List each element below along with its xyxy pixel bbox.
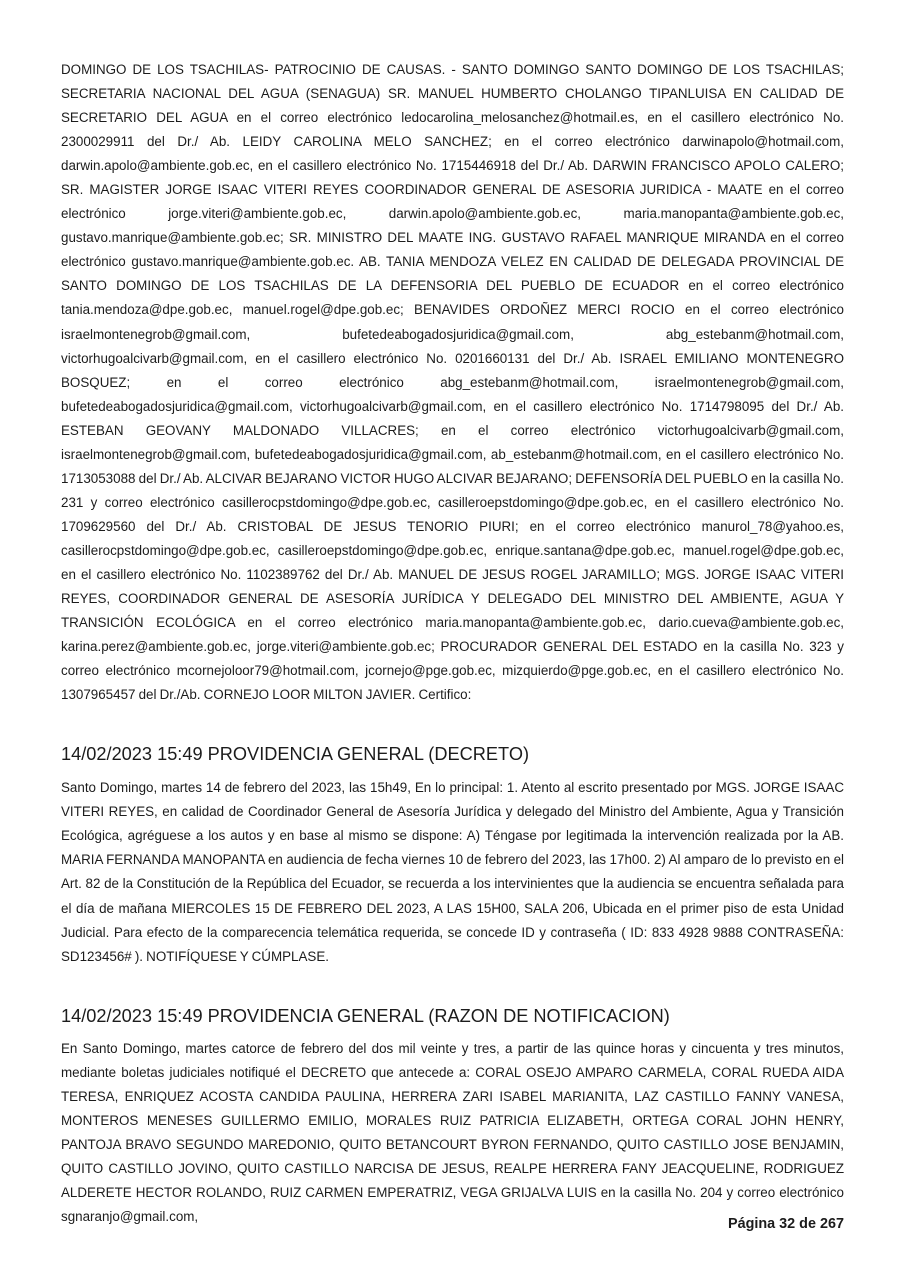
page-number: Página 32 de 267 xyxy=(728,1216,844,1232)
notification-reason-heading: 14/02/2023 15:49 PROVIDENCIA GENERAL (RAZON DE NOTIFICACION) xyxy=(61,1005,670,1026)
notification-reason-paragraph: En Santo Domingo, martes catorce de febrero del dos mil veinte y tres, a partir de las quince horas y cincuenta y tres minutos, mediante boletas judiciales notifiqué el DECRETO que antecede a: CORAL OSEJO AMPARO CARMELA, CORAL RUEDA AIDA TERESA, ENRIQUEZ ACOSTA CANDIDA PAULINA, HERRERA ZARI ISABEL MARIANITA, LAZ CASTILLO FANNY VANESA, MONTEROS MENESES GUILLERMO EMILIO, MORALES RUIZ PATRICIA ELIZABETH, ORTEGA CORAL JOHN HENRY, PANTOJA BRAVO SEGUNDO MAREDONIO, QUITO BETANCOURT BYRON FERNANDO, QUITO CASTILLO JOSE BENJAMIN, QUITO CASTILLO JOVINO, QUITO CASTILLO NARCISA DE JESUS, REALPE HERRERA FANY JEACQUELINE, RODRIGUEZ ALDERETE HECTOR ROLANDO, RUIZ CARMEN EMPERATRIZ, VEGA GRIJALVA LUIS en la casilla No. 204 y correo electrónico sgnaranjo@gmail.com, xyxy=(61,1040,844,1224)
decree-heading: 14/02/2023 15:49 PROVIDENCIA GENERAL (DECRETO) xyxy=(61,744,530,765)
document-page xyxy=(61,58,844,1229)
decree-paragraph: Santo Domingo, martes 14 de febrero del 2023, las 15h49, En lo principal: 1. Atento al escrito presentado por MGS. JORGE ISAAC VITERI REYES, en calidad de Coordinador General de Asesoría Jurídica y delegado del Ministro del Ambiente, Agua y Transición Ecológica, agréguese a los autos y en base al mismo se dispone: A) Téngase por legitimada la intervención realizada por la AB. MARIA FERNANDA MANOPANTA en audiencia de fecha viernes 10 de febrero del 2023, las 17h00. 2) Al amparo de lo previsto en el Art. 82 de la Constitución de la República del Ecuador, se recuerda a los intervinientes que la audiencia se encuentra señalada para el día de mañana MIERCOLES 15 DE FEBRERO DEL 2023, A LAS 15H00, SALA 206, Ubicada en el primer piso de esta Unidad Judicial. Para efecto de la comparecencia telemática requerida, se concede ID y contraseña ( ID: 833 4928 9888 CONTRASEÑA: SD123456# ). NOTIFÍQUESE Y CÚMPLASE. xyxy=(61,780,844,964)
notification-continuation-paragraph: DOMINGO DE LOS TSACHILAS- PATROCINIO DE CAUSAS. - SANTO DOMINGO SANTO DOMINGO DE LOS TSACHILAS; SECRETARIA NACIONAL DEL AGUA (SENAGUA) SR. MANUEL HUMBERTO CHOLANGO TIPANLUISA EN CALIDAD DE SECRETARIO DEL AGUA en el correo electrónico ledocarolina_melosanchez@hotmail.es, en el casillero electrónico No. 2300029911 del Dr./ Ab. LEIDY CAROLINA MELO SANCHEZ; en el correo electrónico darwinapolo@hotmail.com, darwin.apolo@ambiente.gob.ec, en el casillero electrónico No. 1715446918 del Dr./ Ab. DARWIN FRANCISCO APOLO CALERO; SR. MAGISTER JORGE ISAAC VITERI REYES COORDINADOR GENERAL DE ASESORIA JURIDICA - MAATE en el correo electrónico jorge.viteri@ambiente.gob.ec, darwin.apolo@ambiente.gob.ec, maria.manopanta@ambiente.gob.ec, gustavo.manrique@ambiente.gob.ec; SR. MINISTRO DEL MAATE ING. GUSTAVO RAFAEL MANRIQUE MIRANDA en el correo electrónico gustavo.manrique@ambiente.gob.ec. AB. TANIA MENDOZA VELEZ EN CALIDAD DE DELEGADA PROVINCIAL DE SANTO DOMINGO DE LOS TSACHILAS DE LA DEFENSORIA DEL PUEBLO DE ECUADOR en el correo electrónico tania.mendoza@dpe.gob.ec, manuel.rogel@dpe.gob.ec; BENAVIDES ORDOÑEZ MERCI ROCIO en el correo electrónico israelmontenegrob@gmail.com, bufetedeabogadosjuridica@gmail.com, abg_estebanm@hotmail.com, victorhugoalcivarb@gmail.com, en el casillero electrónico No. 0201660131 del Dr./ Ab. ISRAEL EMILIANO MONTENEGRO BOSQUEZ; en el correo electrónico abg_estebanm@hotmail.com, israelmontenegrob@gmail.com, bufetedeabogadosjuridica@gmail.com, victorhugoalcivarb@gmail.com, en el casillero electrónico No. 1714798095 del Dr./ Ab. ESTEBAN GEOVANY MALDONADO VILLACRES; en el correo electrónico victorhugoalcivarb@gmail.com, israelmontenegrob@gmail.com, bufetedeabogadosjuridica@gmail.com, ab_estebanm@hotmail.com, en el casillero electrónico No. 1713053088 del Dr./ Ab. ALCIVAR BEJARANO VICTOR HUGO ALCIVAR BEJARANO; DEFENSORÍA DEL PUEBLO en la casilla No. 231 y correo electrónico casillerocpstdomingo@dpe.gob.ec, casilleroepstdomingo@dpe.gob.ec, en el casillero electrónico No. 1709629560 del Dr./ Ab. CRISTOBAL DE JESUS TENORIO PIURI; en el correo electrónico manurol_78@yahoo.es, casillerocpstdomingo@dpe.gob.ec, casilleroepstdomingo@dpe.gob.ec, enrique.santana@dpe.gob.ec, manuel.rogel@dpe.gob.ec, en el casillero electrónico No. 1102389762 del Dr./ Ab. MANUEL DE JESUS ROGEL JARAMILLO; MGS. JORGE ISAAC VITERI REYES, COORDINADOR GENERAL DE ASESORÍA JURÍDICA Y DELEGADO DEL MINISTRO DEL AMBIENTE, AGUA Y TRANSICIÓN ECOLÓGICA en el correo electrónico maria.manopanta@ambiente.gob.ec, dario.cueva@ambiente.gob.ec, karina.perez@ambiente.gob.ec, jorge.viteri@ambiente.gob.ec; PROCURADOR GENERAL DEL ESTADO en la casilla No. 323 y correo electrónico mcornejoloor79@hotmail.com, jcornejo@pge.gob.ec, mizquierdo@pge.gob.ec, en el casillero electrónico No. 1307965457 del Dr./Ab. CORNEJO LOOR MILTON JAVIER. Certifico: xyxy=(61,62,844,703)
